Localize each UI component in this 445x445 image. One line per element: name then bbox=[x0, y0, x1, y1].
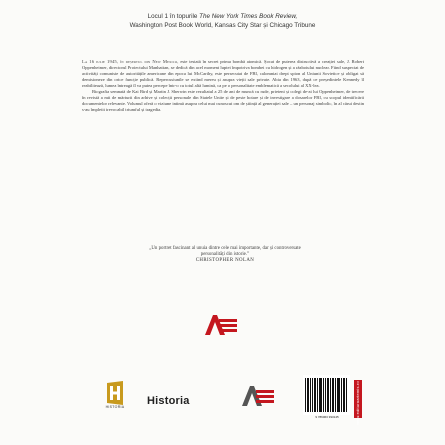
endorsement-quote bbox=[140, 246, 310, 264]
description-lead-in: La 16 iulie 1945, în deșertul din New Mexico, bbox=[82, 59, 179, 64]
description-paragraph-1-body: este testată în secret prima bombă atomică. Șocat de puterea distructivă a creației sale, J. Robert Oppenheimer, directorul Proiectului Manhattan, se dedică din acel moment luptei împotriva bombei cu hidrogen și a războiului nuclear. Fiind suspectat de activități comuniste de autoritățile americane din epoca lui McCarthy, este persecutat de FBI, calomniat drept spion al Uniunii Sovietice și obligat să demisioneze din orice funcție publică. Repercusiunile se extind mereu și asupra vieții sale private. Abia din 1963, după ce președintele Kennedy îl reabilitează, lumea întreagă îl va putea percepe într-o cu totul altă lumină, ca pe o personalitate emblematică a secolului al XX-lea. bbox=[82, 59, 364, 88]
back-cover-footer bbox=[0, 360, 445, 445]
publisher-url: www.edituraartemis.ro bbox=[355, 381, 360, 425]
header-line-1-italic: The New York Times Book Review, bbox=[199, 13, 298, 20]
header-line-1 bbox=[60, 12, 385, 21]
description-paragraph-1 bbox=[82, 59, 364, 89]
historia-brand: Historia bbox=[147, 395, 190, 407]
history-channel-logo-icon bbox=[107, 381, 123, 405]
header-line-2: Washington Post Book World, Kansas City Star și Chicago Tribune bbox=[129, 22, 316, 29]
quote-author: CHRISTOPHER NOLAN bbox=[195, 258, 255, 263]
bestseller-header bbox=[60, 12, 385, 30]
artemis-logo-icon bbox=[203, 313, 239, 337]
artemis-small-logo-icon bbox=[240, 384, 276, 408]
book-description bbox=[82, 59, 364, 113]
quote-text: „Un portret fascinant al unuia dintre cele mai importante, dar și controversate personalități din istorie.” bbox=[149, 246, 301, 257]
isbn-number: 9 786063 393145 bbox=[315, 415, 339, 419]
description-paragraph-2: Biografia semnată de Kai Bird și Martin J. Sherwin este rezultatul a 25 de ani de muncă cu rude, prieteni și colegi de-ai lui Oppenheimer, de trecere în revistă a mii de mărturii din arhive și colecții personale din Statele Unite și de peste hotare și de investigare a dosarelor FBI, cu scopul identificării documentelor relevante. Volumul oferă o viziune intimă asupra celui mai cunoscut om de știință al generației sale – un personaj simbolic, în al cărui destin s-au împletit irevocabil triumful și tragedia. bbox=[82, 88, 364, 112]
publisher-url-strip bbox=[354, 380, 362, 425]
header-line-1-prefix: Locul 1 în topurile bbox=[147, 13, 200, 20]
isbn-barcode-icon bbox=[303, 375, 350, 415]
history-channel-subtitle: HISTORIA bbox=[105, 405, 125, 409]
